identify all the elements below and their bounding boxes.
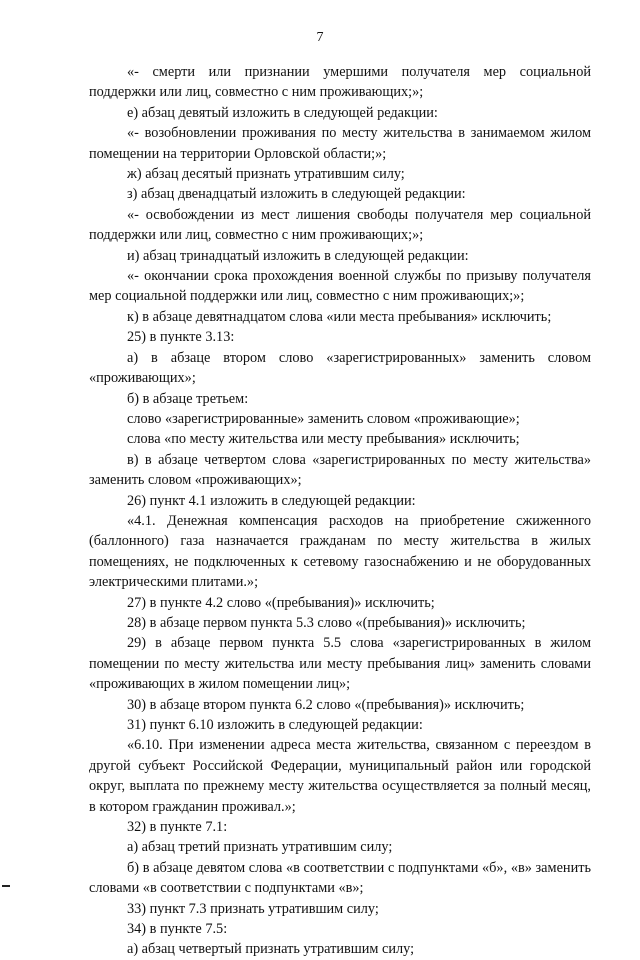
paragraph-11: а) в абзаце втором слово «зарегистрированных» заменить словом «проживающих»; [89,349,591,387]
document-body [89,62,591,960]
paragraph-7: и) абзац тринадцатый изложить в следующей редакции: [127,247,469,264]
paragraph-8: «- окончании срока прохождения военной службы по призыву получателя мер социальной поддержки или лиц, совместно с ним проживающих;»; [89,268,591,305]
paragraph-6: «- освобождении из мест лишения свободы получателя мер социальной поддержки или лиц, совместно с ним проживающих;»; [89,206,591,244]
paragraph-29: а) абзац четвертый признать утратившим силу; [127,941,415,958]
scan-edge-mark [2,885,10,887]
paragraph-1: «- смерти или признании умершими получателя мер социальной поддержки или лиц, совместно с ним проживающих;»; [89,64,591,101]
paragraph-2: е) абзац девятый изложить в следующей редакции: [127,104,438,121]
paragraph-24: 32) в пункте 7.1: [127,819,228,836]
paragraph-4: ж) абзац десятый признать утратившим силу; [127,166,405,183]
paragraph-14: слова «по месту жительства или месту пребывания» исключить; [127,431,520,448]
paragraph-5: з) абзац двенадцатый изложить в следующей редакции: [127,186,466,203]
paragraph-16: 26) пункт 4.1 изложить в следующей редакции: [127,492,416,509]
paragraph-28: 34) в пункте 7.5: [127,921,228,938]
paragraph-22: 31) пункт 6.10 изложить в следующей редакции: [127,717,423,733]
paragraph-21: 30) в абзаце втором пункта 6.2 слово «(пребывания)» исключить; [127,696,525,713]
paragraph-15: в) в абзаце четвертом слова «зарегистрированных по месту жительства» заменить словом «проживающих»; [89,451,591,489]
paragraph-9: к) в абзаце девятнадцатом слова «или места пребывания» исключить; [127,308,552,325]
page-number: 7 [316,30,324,45]
paragraph-18: 27) в пункте 4.2 слово «(пребывания)» исключить; [127,594,435,611]
paragraph-3: «- возобновлении проживания по месту жительства в занимаемом жилом помещении на территории Орловской области;»; [89,125,591,162]
paragraph-17: «4.1. Денежная компенсация расходов на приобретение сжиженного (баллонного) газа назначается гражданам по месту жительства в жилых помещениях, не подключенных к сетевому газоснабжению и не оборудованных электрическими плитами.»; [89,512,591,591]
paragraph-13: слово «зарегистрированные» заменить словом «проживающие»; [127,410,520,427]
paragraph-20: 29) в абзаце первом пункта 5.5 слова «зарегистрированных в жилом помещении по месту жительства или месту пребывания лиц» заменить словами «проживающих в жилом помещении лиц»; [89,635,591,693]
paragraph-26: б) в абзаце девятом слова «в соответствии с подпунктами «б», «в» заменить словами «в соответствии с подпунктами «в»; [89,859,591,897]
paragraph-10: 25) в пункте 3.13: [127,329,235,346]
paragraph-27: 33) пункт 7.3 признать утратившим силу; [127,900,379,917]
paragraph-19: 28) в абзаце первом пункта 5.3 слово «(пребывания)» исключить; [127,614,526,631]
paragraph-25: а) абзац третий признать утратившим силу; [127,839,393,856]
paragraph-12: б) в абзаце третьем: [127,390,249,407]
paragraph-23: «6.10. При изменении адреса места жительства, связанном с переездом в другой субъект Российской Федерации, муниципальный район или городской округ, выплата по прежнему месту жительства осуществляется за полный месяц, в котором гражданин проживал.»; [89,737,591,815]
